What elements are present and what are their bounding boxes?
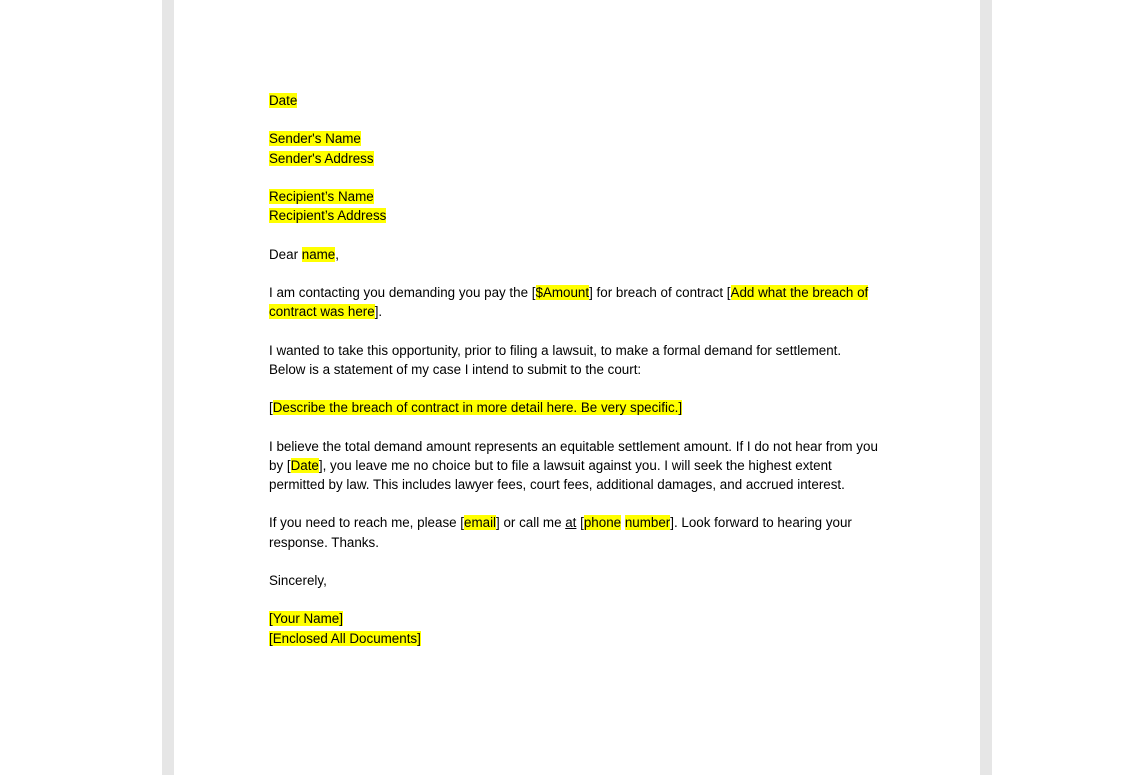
sender-address-placeholder: Sender's Address: [269, 150, 374, 166]
closing: Sincerely,: [269, 572, 327, 588]
text-span: If you need to reach me, please [: [269, 515, 465, 531]
sender-name-placeholder: Sender's Name: [269, 131, 361, 147]
salutation-prefix: Dear: [269, 246, 302, 262]
text-span: ], you leave me no choice but to file a lawsuit against you. I will seek the highest extent: [318, 457, 832, 473]
your-name-placeholder: [Your Name]: [269, 611, 343, 627]
deadline-date-placeholder: Date: [290, 457, 319, 473]
salutation: [269, 245, 889, 264]
breach-placeholder-part-2: contract was here: [269, 304, 375, 320]
text-span: ] or call me: [496, 515, 566, 531]
recipient-name-placeholder: Recipient’s Name: [269, 188, 374, 204]
text-span: ] for breach of contract [: [589, 284, 731, 300]
email-placeholder: email: [464, 515, 497, 531]
page-margin-left: [162, 0, 174, 775]
text-span: by [: [269, 457, 291, 473]
paragraph-4-line-2: [269, 456, 889, 475]
letter-body[interactable]: [269, 91, 889, 648]
salutation-suffix: ,: [335, 246, 339, 262]
paragraph-4-line-1: I believe the total demand amount represents an equitable settlement amount. If I do not hear from you: [269, 438, 878, 454]
paragraph-2-line-2: Below is a statement of my case I intend to submit to the court:: [269, 361, 642, 377]
text-span: [: [576, 515, 584, 531]
paragraph-3: [269, 398, 889, 417]
paragraph-2-line-1: I wanted to take this opportunity, prior to filing a lawsuit, to make a formal demand for settlement.: [269, 342, 842, 358]
breach-placeholder-part-1: Add what the breach of: [730, 284, 869, 300]
paragraph-4-line-3: permitted by law. This includes lawyer fees, court fees, additional damages, and accrued interest.: [269, 476, 845, 492]
number-placeholder: number: [624, 515, 671, 531]
paragraph-1-line-1: [269, 283, 889, 302]
text-span: ]. Look forward to hearing your: [670, 515, 852, 531]
breach-detail-placeholder: Describe the breach of contract in more detail here. Be very specific.]: [272, 400, 683, 416]
text-span: ].: [374, 304, 383, 320]
paragraph-5-line-2: response. Thanks.: [269, 534, 379, 550]
paragraph-5-line-1: [269, 513, 889, 532]
at-underlined: at: [565, 515, 577, 531]
page-margin-right: [980, 0, 992, 775]
amount-placeholder: $Amount: [535, 284, 590, 300]
enclosed-documents-placeholder: [Enclosed All Documents]: [269, 630, 421, 646]
recipient-address-placeholder: Recipient’s Address: [269, 208, 387, 224]
text-span: I am contacting you demanding you pay the [: [269, 284, 536, 300]
salutation-name-placeholder: name: [301, 246, 336, 262]
phone-placeholder: phone: [583, 515, 622, 531]
text-span: [: [269, 400, 273, 416]
paragraph-1-line-2: [269, 302, 889, 321]
date-placeholder: Date: [269, 93, 298, 108]
document-page: [174, 0, 980, 775]
